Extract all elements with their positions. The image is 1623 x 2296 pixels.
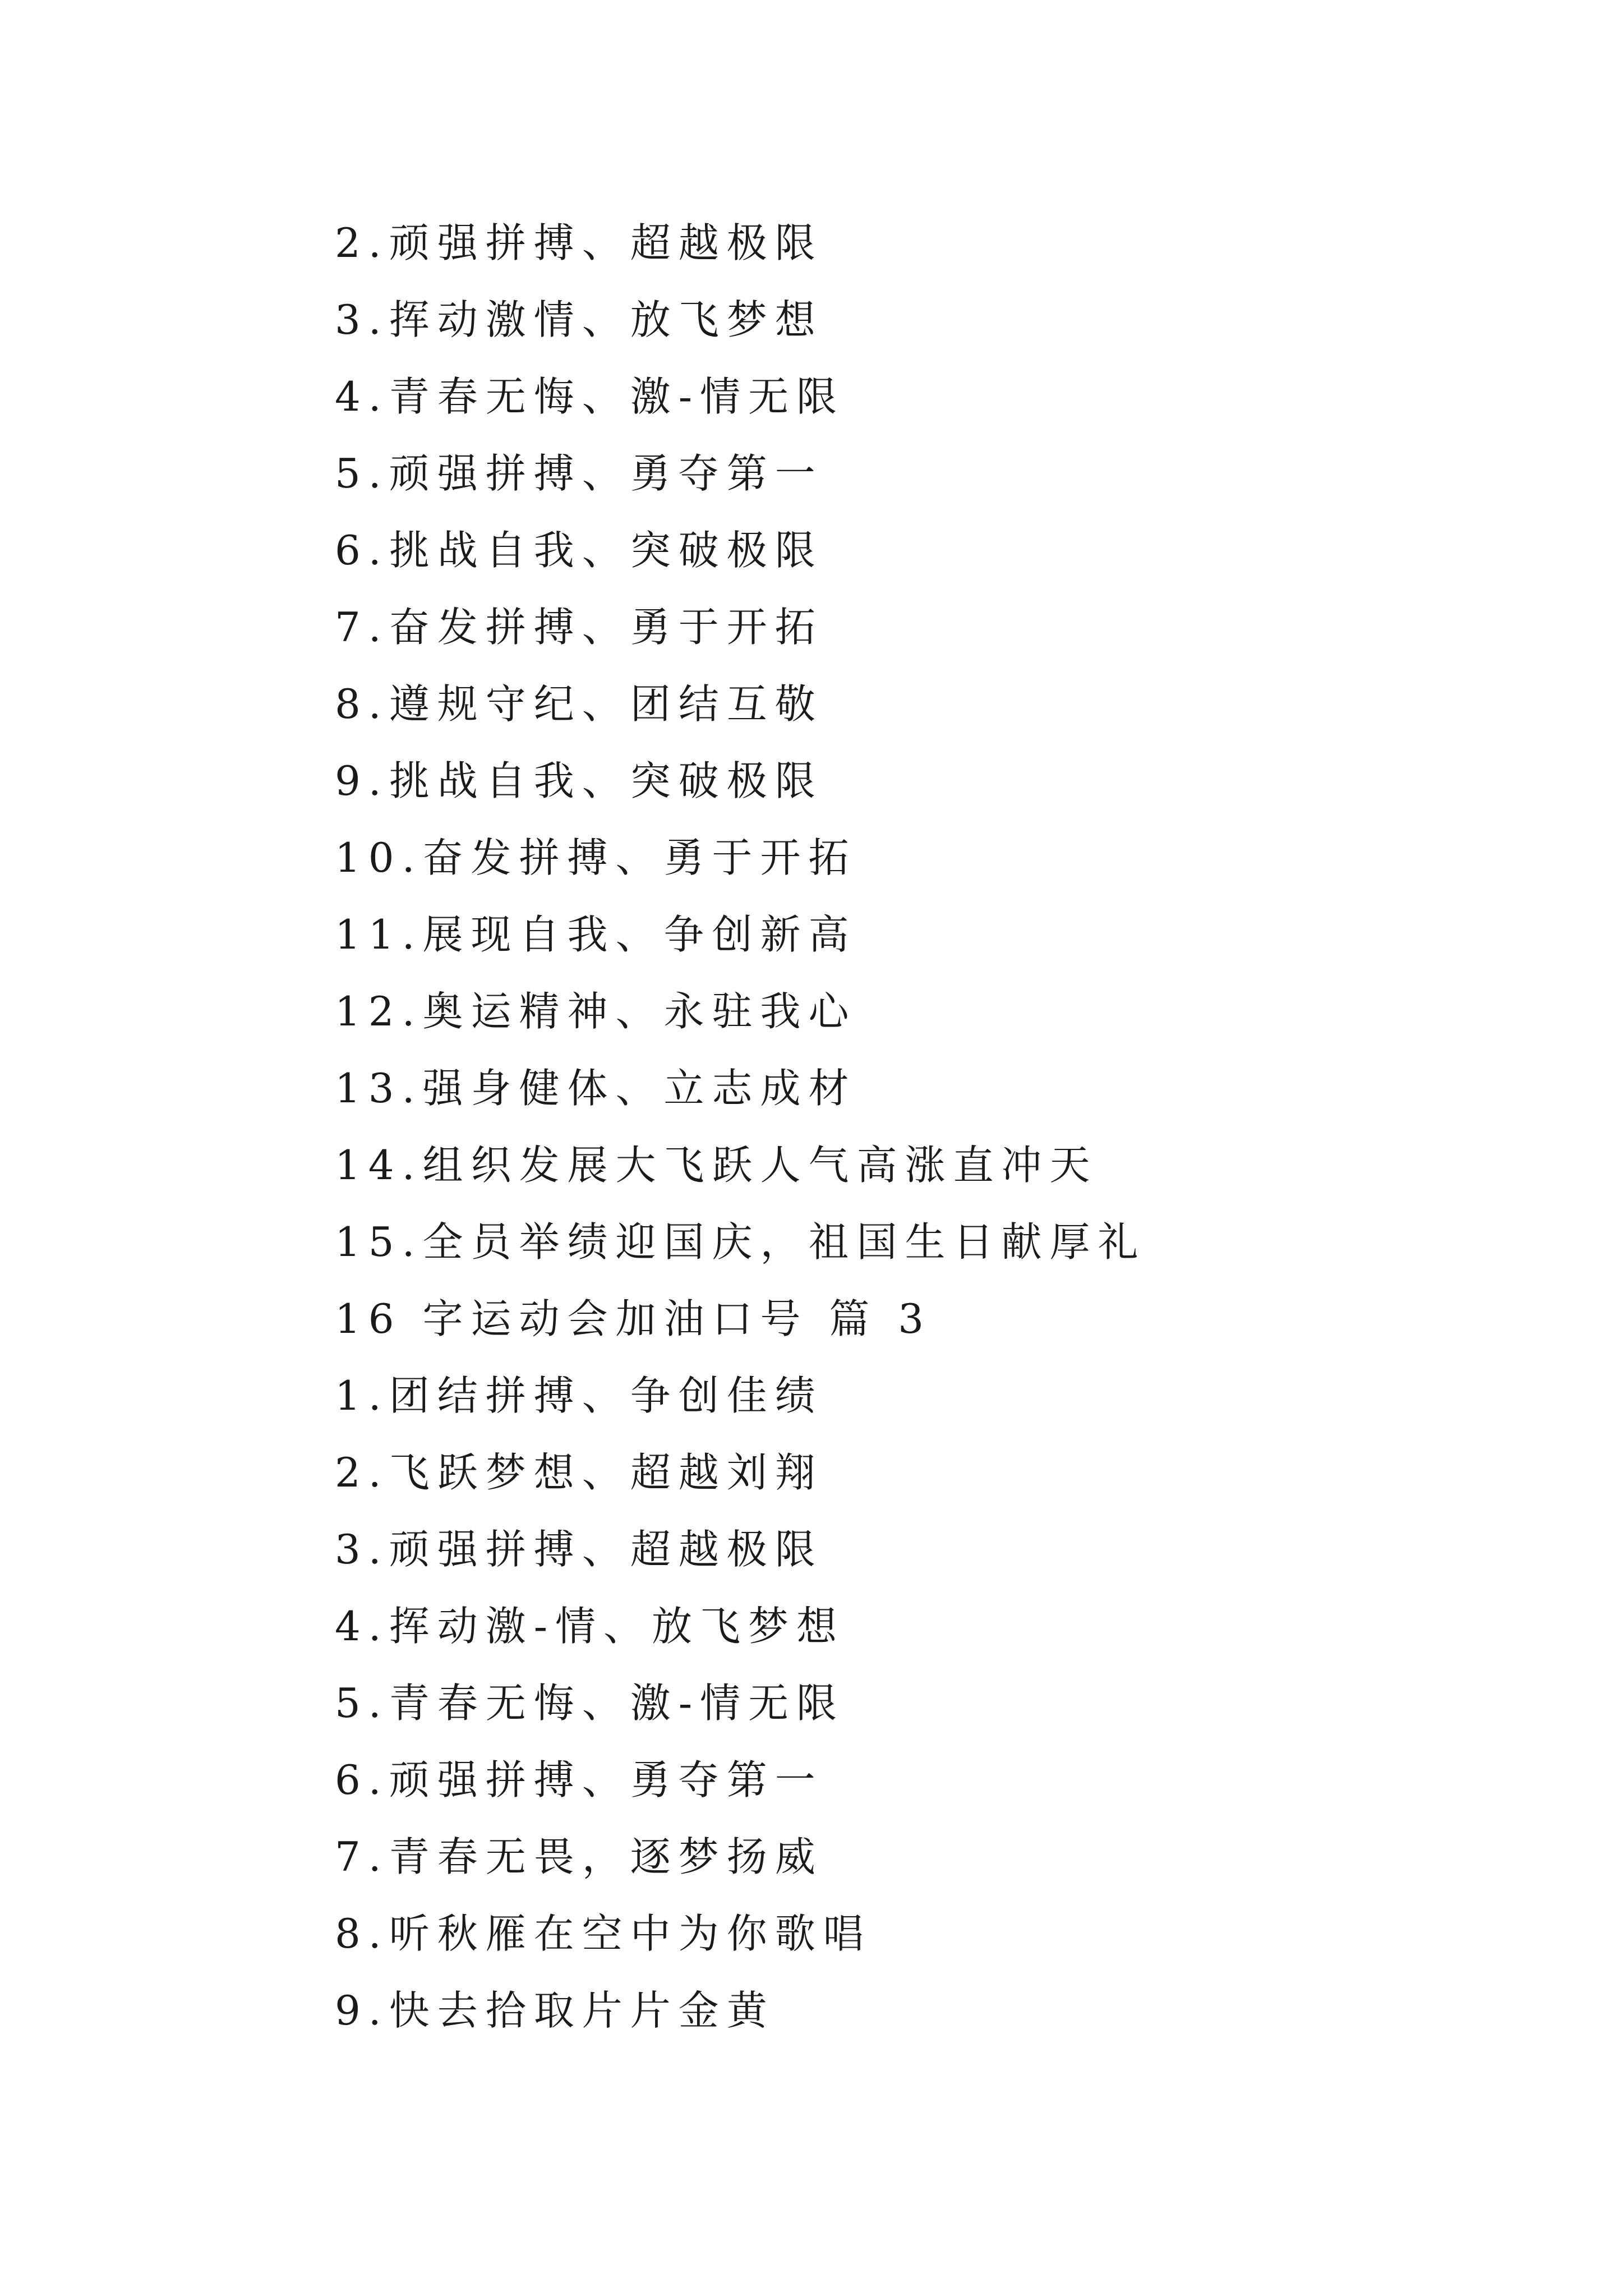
list-item: 14.组织发展大飞跃人气高涨直冲天 — [335, 1142, 1098, 1189]
list-item: 1.团结拼搏、争创佳绩 — [335, 1372, 823, 1419]
list-item: 4.挥动激-情、放飞梦想 — [335, 1603, 845, 1650]
list-item: 10.奋发拼搏、勇于开拓 — [335, 834, 857, 881]
list-item: 8.遵规守纪、团结互敬 — [335, 680, 823, 728]
list-item: 3.挥动激情、放飞梦想 — [335, 296, 823, 343]
list-item: 7.奋发拼搏、勇于开拓 — [335, 604, 823, 651]
list-item: 5.青春无悔、激-情无限 — [335, 1680, 845, 1727]
list-item: 3.顽强拼搏、超越极限 — [335, 1526, 823, 1573]
list-item: 12.奥运精神、永驻我心 — [335, 988, 857, 1035]
list-item: 9.挑战自我、突破极限 — [335, 757, 823, 804]
list-item: 6.挑战自我、突破极限 — [335, 527, 823, 574]
list-item: 5.顽强拼搏、勇夺第一 — [335, 450, 823, 497]
slogan-list — [335, 205, 1513, 2049]
list-item: 2.飞跃梦想、超越刘翔 — [335, 1449, 823, 1496]
list-item: 13.强身健体、立志成材 — [335, 1065, 857, 1112]
section-heading: 16 字运动会加油口号 篇 3 — [335, 1295, 932, 1342]
list-item: 6.顽强拼搏、勇夺第一 — [335, 1756, 823, 1803]
list-item: 4.青春无悔、激-情无限 — [335, 373, 845, 420]
list-item: 7.青春无畏，逐梦扬威 — [335, 1833, 823, 1880]
list-item: 8.听秋雁在空中为你歌唱 — [335, 1910, 872, 1957]
list-item: 11.展现自我、争创新高 — [335, 911, 857, 958]
list-item: 2.顽强拼搏、超越极限 — [335, 219, 823, 266]
list-item: 9.快去拾取片片金黄 — [335, 1987, 775, 2034]
list-item: 15.全员举绩迎国庆，祖国生日献厚礼 — [335, 1218, 1146, 1266]
